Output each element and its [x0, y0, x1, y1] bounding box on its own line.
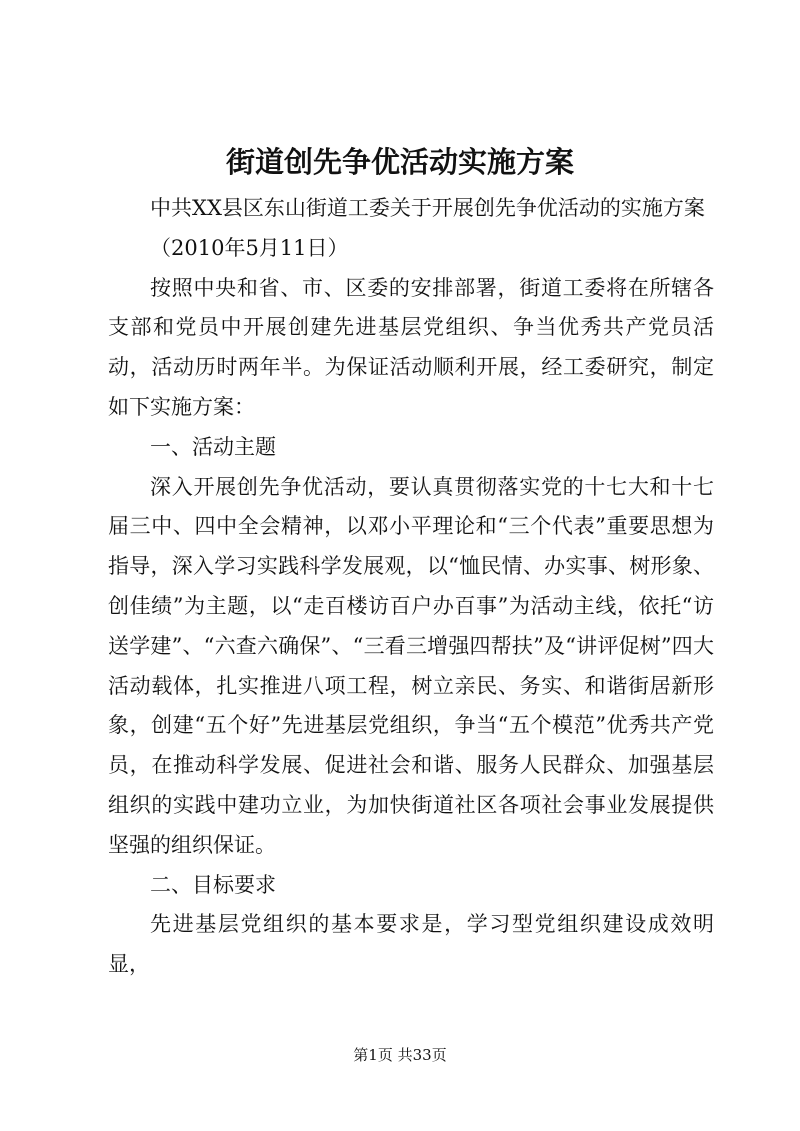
- theme-paragraph: 深入开展创先争优活动，要认真贯彻落实党的十七大和十七届三中、四中全会精神，以邓小平理论和“三个代表”重要思想为指导，深入学习实践科学发展观，以“恤民情、办实事、树形象、创佳绩”为主题，以“走百楼访百户办百事”为活动主线，依托“访送学建”、“六查六确保”、“三看三增强四帮扶”及“讲评促树”四大活动载体，扎实推进八项工程，树立亲民、务实、和谐街居新形象，创建“五个好”先进基层党组织，争当“五个模范”优秀共产党员，在推动科学发展、促进社会和谐、服务人民群众、加强基层组织的实践中建功立业，为加快街道社区各项社会事业发展提供坚强的组织保证。: [108, 474, 714, 857]
- goals-paragraph: 先进基层党组织的基本要求是，学习型党组织建设成效明显，: [108, 912, 714, 977]
- intro-paragraph: 按照中央和省、市、区委的安排部署，街道工委将在所辖各支部和党员中开展创建先进基层党组织、争当优秀共产党员活动，活动历时两年半。为保证活动顺利开展，经工委研究，制定如下实施方案：: [108, 275, 714, 419]
- section-heading-theme: 一、活动主题: [150, 434, 276, 459]
- document-title: 街道创先争优活动实施方案: [225, 145, 574, 179]
- subtitle-paragraph: 中共XX县区东山街道工委关于开展创先争优活动的实施方案: [150, 196, 705, 220]
- date-paragraph: （2010年5月11日）: [150, 235, 349, 260]
- document-body: [108, 189, 714, 985]
- page-number-footer: 第1页 共33页: [353, 1046, 447, 1064]
- section-heading-goals: 二、目标要求: [150, 872, 276, 897]
